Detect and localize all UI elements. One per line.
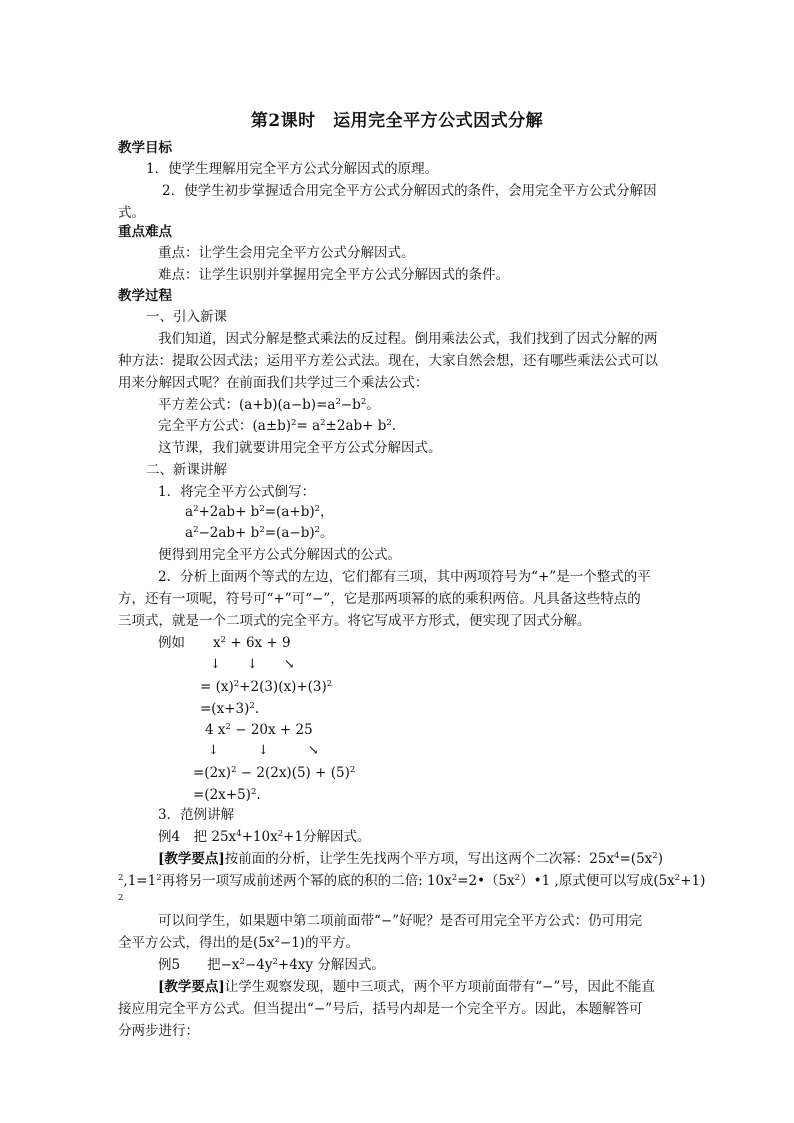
paragraph: 1．将完全平方公式倒写： (158, 484, 316, 500)
teaching-point-4-cont: $^2,1=1^2$再将另一项写成前述两个幂的底的积的二倍: $10x^2=2•(5x^2)•1$ ,原式便可以写成$(5x^2+1)$ (118, 873, 706, 889)
example-5: 例5 把$-x^2-4y^2+4xy$ 分解因式。 (158, 957, 385, 973)
arrow-row-1: ↓ ↓ ↘ (210, 657, 295, 672)
goal-item-2-cont: 式。 (118, 205, 145, 221)
teaching-point-5: [教学要点]让学生观察发现，题中三项式，两个平方项前面带有“−”号，因此不能直 (158, 979, 655, 995)
example-2-step: $=(2x)^2 - 2(2x)(5) + (5)^2$ (193, 765, 356, 781)
paragraph: 方，还有一项呢，符号可“+”可“−”，它是那两项幂的底的乘积两倍。凡具备这些特点的 (118, 591, 641, 607)
goal-item-1: 1．使学生理解用完全平方公式分解因式的原理。 (146, 161, 439, 177)
paragraph: 种方法：提取公因式法；运用平方差公式法。现在，大家自然会想，还有哪些乘法公式可以 (118, 353, 658, 369)
page-title: 第2课时 运用完全平方公式因式分解 (250, 111, 544, 131)
paragraph: 接应用完全平方公式。但当提出“−”号后，括号内却是一个完全平方。因此，本题解答可 (118, 1001, 643, 1017)
paragraph: 三项式，就是一个二项式的完全平方。将它写成平方形式，便实现了因式分解。 (118, 613, 591, 629)
example-1-expression: $x^2 + 6x + 9$ (213, 635, 291, 651)
paragraph: 全平方公式，得出的是$(5x^2-1)$的平方。 (118, 935, 360, 951)
arrow-row-2: ↓ ↓ ↘ (208, 743, 319, 758)
example-label: 例如 (158, 635, 185, 651)
equation-2: $a^2-2ab+ b^2=(a-b)^2$。 (185, 525, 334, 541)
formula-perfect-square: 完全平方公式：$(a\pm b)^2= a^2\pm 2ab+ b^2$. (158, 418, 397, 434)
example-1-result: $=(x+3)^2$. (200, 701, 260, 717)
section-heading-process: 教学过程 (118, 288, 172, 304)
section-heading-goals: 教学目标 (118, 140, 172, 156)
paragraph: 我们知道，因式分解是整式乘法的反过程。倒用乘法公式，我们找到了因式分解的两 (158, 331, 658, 347)
paragraph: 分两步进行： (118, 1023, 199, 1039)
goal-item-2: 2．使学生初步掌握适合用完全平方公式分解因式的条件，会用完全平方公式分解因 (162, 183, 657, 199)
subheading-examples: 3．范例讲解 (158, 807, 235, 823)
difficult-point: 难点：让学生识别并掌握用完全平方公式分解因式的条件。 (158, 267, 509, 283)
paragraph: 便得到用完全平方公式分解因式的公式。 (158, 547, 401, 563)
paragraph: 用来分解因式呢？在前面我们共学过三个乘法公式： (118, 375, 429, 391)
paragraph: 2．分析上面两个等式的左边，它们都有三项，其中两项符号为“+”是一个整式的平 (158, 569, 651, 585)
example-2-expression: 4 $x^2 - 20x + 25$ (205, 722, 313, 738)
paragraph: 可以问学生，如果题中第二项前面带“−”好呢？是否可用完全平方公式：仍可用完 (158, 913, 643, 929)
subheading-new-lesson: 二、新课讲解 (146, 462, 227, 478)
teaching-point-4-end: 2 (118, 893, 124, 903)
equation-1: $a^2+2ab+ b^2=(a+b)^2$， (185, 504, 334, 520)
subheading-intro: 一、引入新课 (146, 309, 227, 325)
section-heading-key-points: 重点难点 (118, 224, 172, 240)
teaching-point-4: [教学要点]按前面的分析，让学生先找两个平方项，写出这两个二次幂：$25x^4=(5x^2)$ (158, 851, 663, 867)
paragraph: 这节课，我们就要讲用完全平方公式分解因式。 (158, 440, 442, 456)
example-2-result: $=(2x+5)^2$. (193, 787, 261, 803)
example-1-step: = $(x)^2+2(3)(x)+(3)^2$ (200, 679, 333, 695)
formula-difference-of-squares: 平方差公式：$(a+b)(a-b)=a^2-b^2$。 (158, 397, 380, 413)
example-4: 例4 把 $25x^4+10x^2+1$分解因式。 (158, 829, 371, 845)
key-point: 重点：让学生会用完全平方公式分解因式。 (158, 245, 415, 261)
